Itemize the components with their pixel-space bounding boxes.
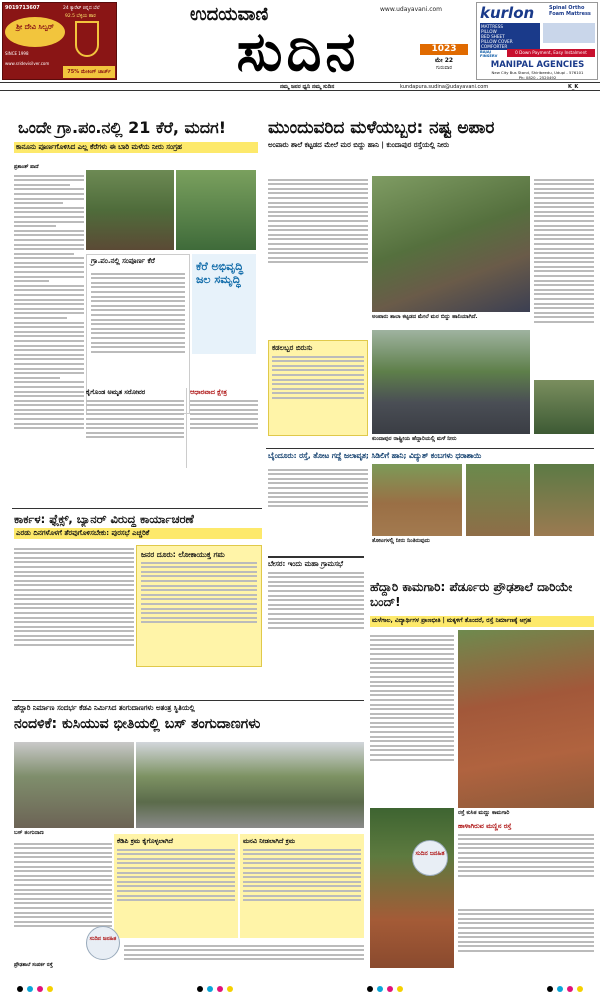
story1-sidebox-title: ಆಧಾರವಾದ ಕ್ಷೇತ್ರ	[190, 388, 227, 396]
story6-body-bottom	[124, 942, 364, 970]
story2-box-title: ಕಡಲಬ್ಬರ ಬಿರುಸು	[272, 344, 313, 352]
ad-item: BED SHEET	[481, 34, 505, 39]
story3-photo-flood1	[372, 464, 462, 536]
story4-box-title: ಜನರ ದೂರು: ಲೋಕಾಯುಕ್ತ ಗಮ	[141, 550, 225, 559]
story2-body-col1	[268, 176, 368, 286]
site-url[interactable]: www.udayavani.com	[380, 6, 443, 13]
story1-box-title: ಗ್ರಾ.ಪಂ.ನಲ್ಲಿ ಸಂಪೂರ್ಣ ಕೆರೆ	[91, 257, 155, 265]
water-conservation-promo	[192, 254, 256, 354]
story1-byline: ಪ್ರಶಾಂತ್ ಪಾದೆ	[14, 164, 39, 170]
ad-phone: 9019713607	[5, 5, 40, 11]
story6-kicker: ಹೆದ್ದಾರಿ ನಿರ್ಮಾಣ ಸಂದರ್ಭ ಕೆಡವಿ ನಿರ್ಮಿಸಿದ ತಂಗುದಾಣಗಳು ಅತಂತ್ರ ಸ್ಥಿತಿಯಲ್ಲಿ	[14, 704, 195, 712]
ad-kurlon-brand: kurlon	[480, 4, 535, 22]
story6-byline: ಪ್ರೌಢಶಾಲೆ ಸಂಪರ್ಕ ರಸ್ತೆ	[14, 962, 53, 968]
badge-text: ಸುದಿನ ಜನಹಿತ	[89, 936, 117, 942]
brand-udayavani: ಉದಯವಾಣಿ	[190, 4, 269, 25]
story1-sidebox	[186, 388, 258, 468]
story3-body	[268, 466, 368, 526]
story6-caption: ಬಸ್ ತಂಗುದಾಣ	[14, 830, 44, 836]
edition-email[interactable]: kundapura.sudina@udayavani.com	[400, 84, 489, 90]
story5-headline[interactable]: ಹೆದ್ದಾರಿ ಕಾಮಗಾರಿ: ಪೆರ್ಡೂರು ಪ್ರೌಢಶಾಲೆ ದಾರಿಯೇ ಬಂದ್!	[370, 580, 573, 609]
sudina-janahita-badge-left	[86, 926, 120, 960]
ad-item: PILLOW	[481, 29, 497, 34]
story5-body	[370, 632, 454, 802]
story2-photo-fallen-tree	[372, 176, 530, 312]
badge-text: ಸುದಿನ ಜನಹಿತ	[415, 850, 445, 857]
deity-logo	[5, 17, 65, 47]
story1-body-col1	[14, 172, 84, 452]
story4-body-col1	[14, 545, 134, 665]
ad-item: COMFORTER	[481, 44, 508, 49]
divider	[266, 448, 594, 449]
story5-box	[458, 822, 594, 902]
story4-headline[interactable]: ಕಾರ್ಕಳ: ಫ್ಲೆಕ್ಸ್, ಬ್ಯಾನರ್ ವಿರುದ್ಧ ಕಾರ್ಯಾಚರಣೆ	[14, 512, 194, 526]
story6-box2-title: ಮನವಿ ನೀಡಲಾಗಿದೆ ಕ್ರಮ	[243, 837, 296, 845]
story5-photo-road-cut	[370, 808, 454, 968]
story6-box1-title: ಕೆಡಿಪಿ ಕ್ರಮ ಕೈಗೊಳ್ಳಲಾಗಿದೆ	[117, 837, 174, 845]
ad-bajaj: BAJAJ FINSERV	[480, 50, 498, 58]
story5-photo-mud-road	[458, 630, 594, 808]
ad-address: New City Bus Stand, Shiribeedu, Udupi - 576101	[491, 70, 584, 75]
story1-headline[interactable]: ಒಂದೇ ಗ್ರಾ.ಪಂ.ನಲ್ಲಿ 21 ಕೆರೆ, ಮದಗ!	[18, 118, 226, 137]
story6-box1	[114, 834, 238, 938]
issue-day: ಗುರುವಾರ	[435, 65, 453, 71]
story1-photo-field	[176, 170, 256, 250]
story2-subhead: ಅಂಪಾರು ಶಾಲೆ ಕಟ್ಟಡದ ಮೇಲೆ ಮರ ಬಿದ್ದು ಹಾನಿ | ಕುಂದಾಪುರ ರಸ್ತೆಯಲ್ಲಿ ನೀರು	[268, 141, 450, 149]
story2-body-col3	[534, 176, 594, 376]
story2-photo-road	[372, 330, 530, 434]
divider	[12, 700, 364, 701]
story6-photo-bus-shelter1	[14, 742, 134, 828]
ad-kurlon-items	[480, 23, 540, 50]
ad-agency: MANIPAL AGENCIES	[490, 60, 585, 70]
ad-web: www.sridevisilver.com	[5, 61, 50, 66]
story3-caption: ತೋಟಗಳಲ್ಲಿ ನೀರು ನಿಂತಿರುವುದು	[372, 538, 430, 544]
ad-sridevi-silver[interactable]	[2, 2, 117, 80]
story3-photo-flood2	[466, 464, 530, 536]
sudina-janahita-badge-right	[412, 840, 448, 876]
story5-subhead: ಮಳೆಗಾಲ, ವಿದ್ಯಾರ್ಥಿಗಳ ಪ್ರಾಣಭೀತಿ | ಮಕ್ಕಳಿಗೆ ತೊಂದರೆ, ರಸ್ತೆ ನಿರ್ಮಾಣಕ್ಕೆ ಆಗ್ರಹ	[370, 616, 594, 627]
tagline-strip	[0, 82, 600, 91]
story1-subbox-title: ಕೈಗೊಂಡ ಅಮೃತ ಸರೋವರ	[86, 388, 146, 396]
divider	[12, 508, 262, 509]
story1-photo-lake	[86, 170, 174, 250]
ad-offer: 24 ಕ್ಯಾರೆಟ್ ಚಿನ್ನದ ಬೆಲೆ	[63, 6, 100, 11]
edition-code: K_K	[568, 84, 579, 90]
story5-box-title: ಹಾಳಾಗಿರುವ ಮಣ್ಣಿನ ರಸ್ತೆ	[458, 822, 512, 830]
ad-item: MATTRESS	[481, 24, 504, 29]
story1-subbox	[86, 388, 184, 468]
ad-brand: ಶ್ರೀ ದೇವಿ ಸಿಲ್ವರ್	[16, 23, 54, 31]
story5-caption: ರಸ್ತೆ ಕುಸಿತ ಮಣ್ಣು ಕಾಮಗಾರಿ	[458, 810, 510, 816]
ad-phone-right: Ph: 0820 - 2520492	[518, 75, 557, 80]
story3-headline[interactable]: ಬೈಂದೂರು: ರಸ್ತೆ, ತೋಟ ಗದ್ದೆ ಜಲಾವೃತ; ಸಿಡಿಲಿಗೆ ಹಾನಿ; ವಿದ್ಯುತ್ ಕಂಬಗಳು ಧರಾಶಾಯಿ	[268, 451, 482, 460]
ad-discount: 75% ಮೇಕಿಂಗ್ ಚಾರ್ಜ್	[63, 66, 115, 78]
story1-subhead: ಕಾನೂನು ಪೂರ್ಣಗೊಳಿಸಿದ ಎಲ್ಲ ಕೆರೆಗಳು ಈ ಬಾರಿ ಮಳೆಯ ನೀರು ಸಂಗ್ರಹ	[14, 142, 258, 153]
story2-caption-tree: ಅಂಪಾರು ಶಾಲಾ ಕಟ್ಟಡದ ಮೇಲೆ ಮರ ಬಿದ್ದು ಹಾನಿಯಾಗಿದೆ.	[372, 314, 478, 320]
ad-purity: 92.5 ಬೆಳ್ಳಿಯ ಹಾರ	[65, 14, 96, 19]
print-registration-strip	[0, 980, 600, 992]
registration-marks	[0, 983, 600, 993]
story3-photo-flood3	[534, 464, 594, 536]
masthead-title: ಸುದಿನ	[236, 20, 360, 83]
necklace-icon	[75, 21, 99, 57]
date-badge	[420, 44, 468, 82]
promo-text: ಕೆರೆ ಅಭಿವೃದ್ಧಿ ಜಲ ಸಮೃದ್ಧಿ	[196, 260, 244, 286]
story4-side-title: ಬೇಸರ: ಇಂದು ಮಹಾ ಗ್ರಾಮಸಭೆ	[268, 560, 343, 568]
issue-date: ಮೇ 22	[434, 57, 454, 64]
story2-photo-side	[534, 380, 594, 434]
ad-since: SINCE 1998	[5, 51, 29, 56]
story6-headline[interactable]: ನಂದಳಿಕೆ: ಕುಸಿಯುವ ಭೀತಿಯಲ್ಲಿ ಬಸ್ ತಂಗುದಾಣಗಳು	[14, 716, 261, 732]
story5-body2	[458, 906, 594, 970]
ad-finance: 0 Down Payment, Easy Instalment	[507, 49, 595, 57]
story4-subhead: ಎರಡು ದಿನಗಳೊಳಗೆ ತೆರವುಗೊಳಿಸಬೇಕು: ಪುರಸಭೆ ಎಚ್ಚರಿಕೆ	[14, 528, 262, 539]
story2-box-waves	[268, 340, 368, 436]
story2-headline[interactable]: ಮುಂದುವರಿದ ಮಳೆಯಬ್ಬರ: ನಷ್ಟ ಅಪಾರ	[268, 118, 495, 138]
story6-box2	[240, 834, 364, 938]
ad-kurlon-slogan: Spinal Ortho Foam Mattress	[549, 5, 591, 17]
story4-box	[136, 545, 262, 667]
story2-caption-road: ಕುಂದಾಪುರ ರಾಷ್ಟ್ರೀಯ ಹೆದ್ದಾರಿಯಲ್ಲಿ ಮಳೆ ನೀರು	[372, 436, 457, 442]
ad-kurlon[interactable]	[476, 2, 598, 80]
story6-photo-bus-shelter2	[136, 742, 364, 828]
mattress-image	[543, 23, 595, 43]
story4-sidebar	[268, 556, 364, 676]
issue-number: 1023	[420, 44, 468, 55]
ad-item: PILLOW COVER	[481, 39, 513, 44]
tagline: ನಮ್ಮ ಜನರ ಧ್ವನಿ ನಮ್ಮ ಸುದಿನ	[280, 84, 335, 90]
